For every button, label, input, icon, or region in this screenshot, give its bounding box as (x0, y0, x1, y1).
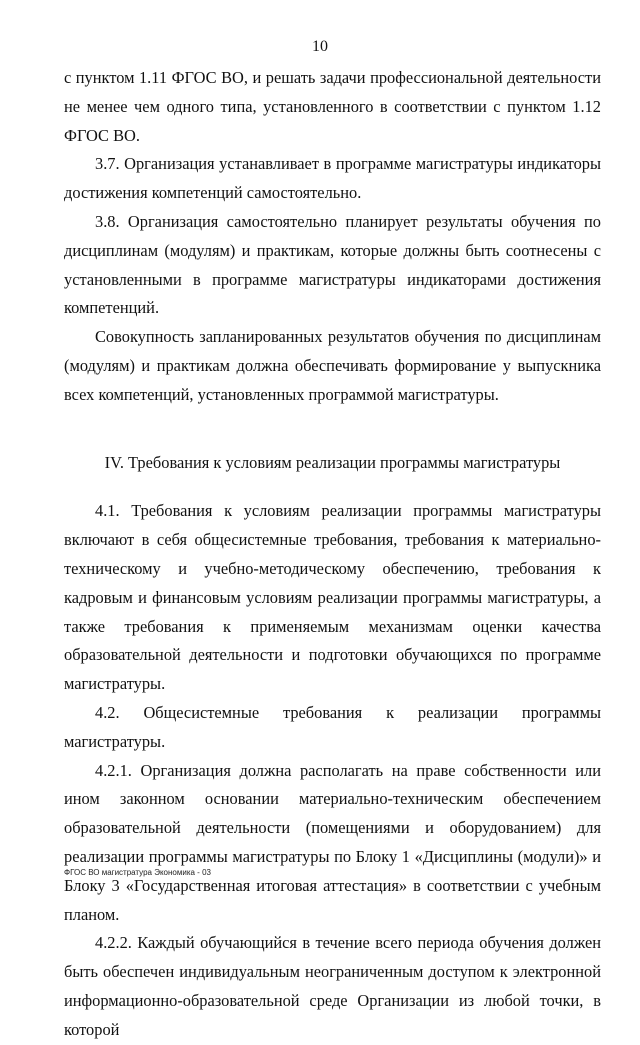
paragraph-3-8: 3.8. Организация самостоятельно планирует результаты обучения по дисциплинам (модулям) и практикам, которые должны быть соотнесены с установленными в программе магистратуры индикаторами достижения компетенций. (64, 211, 601, 318)
paragraph-4-2-2: 4.2.2. Каждый обучающийся в течение всего периода обучения должен быть обеспечен индивидуальным неограниченным доступом к электронной информационно-образовательной среде Организации из любой точки, в которой (64, 933, 601, 1039)
page-number: 10 (312, 38, 328, 55)
footer-document-id: ФГОС ВО магистратура Экономика - 03 (64, 868, 211, 877)
paragraph-3-7: 3.7. Организация устанавливает в программе магистратуры индикаторы достижения компетенций самостоятельно. (64, 154, 601, 203)
document-body (64, 64, 601, 1045)
section-heading: IV. Требования к условиям реализации программы магистратуры (104, 452, 561, 472)
paragraph-4-2: 4.2. Общесистемные требования к реализации программы магистратуры. (64, 702, 601, 751)
paragraph-continuation: с пунктом 1.11 ФГОС ВО, и решать задачи профессиональной деятельности не менее чем одного типа, установленного в соответствии с пунктом 1.12 ФГОС ВО. (64, 68, 601, 145)
paragraph-4-1: 4.1. Требования к условиям реализации программы магистратуры включают в себя общесистемные требования, требования к материально-техническому и учебно-методическому обеспечению, требования к кадровым и финансовым условиям реализации программы магистратуры, а также требования к применяемым механизмам оценки качества образовательной деятельности и подготовки обучающихся по программе магистратуры. (64, 501, 601, 694)
paragraph-competencies: Совокупность запланированных результатов обучения по дисциплинам (модулям) и практикам должна обеспечивать формирование у выпускника всех компетенций, установленных программой магистратуры. (64, 327, 601, 404)
paragraph-4-2-1: 4.2.1. Организация должна располагать на праве собственности или ином законном основании материально-техническим обеспечением образовательной деятельности (помещениями и оборудованием) для реализации программы магистратуры по Блоку 1 «Дисциплины (модули)» и Блоку 3 «Государственная итоговая аттестация» в соответствии с учебным планом. (64, 760, 601, 924)
